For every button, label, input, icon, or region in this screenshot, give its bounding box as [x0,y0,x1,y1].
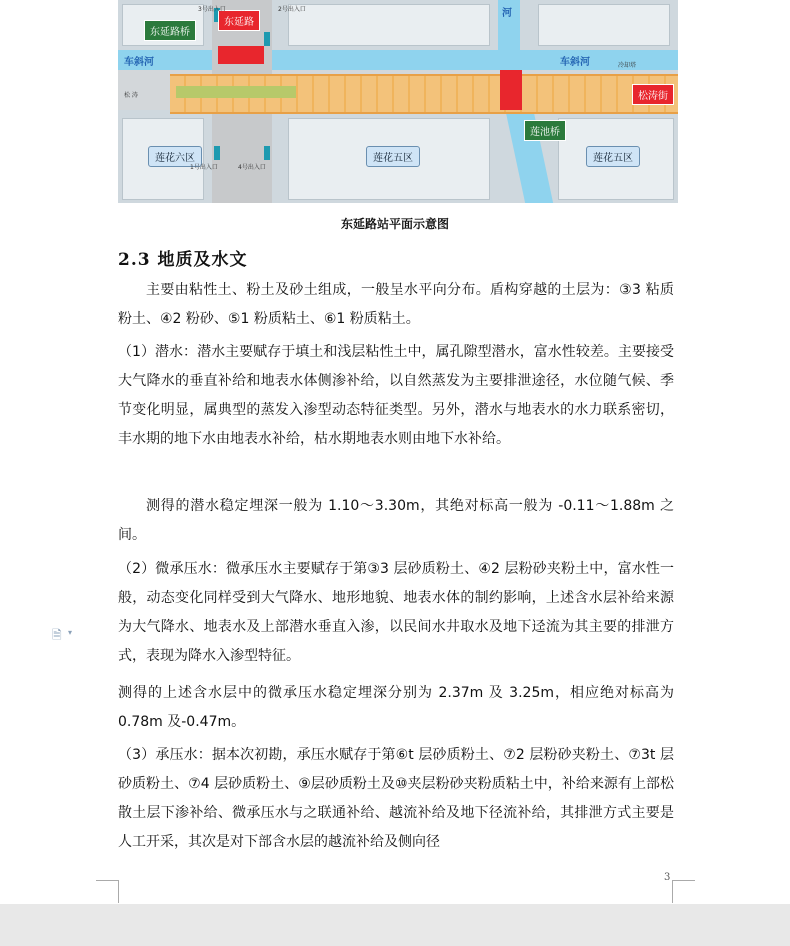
document-icon[interactable]: 🗎 [52,628,62,642]
building-block [538,4,670,46]
paragraph-soil-layers: 主要由粘性土、粉土及砂土组成，一般呈水平向分布。盾构穿越的土层为：③3 粘质粉土、④2 粉砂、⑤1 粉质粘土、⑥1 粉质粘土。 [118,282,674,327]
window-background [0,904,790,946]
label-exit-4: 4号出入口 [238,164,266,171]
section-heading: 2.3 地质及水文 [118,250,248,270]
paragraph-phreatic-depth: 测得的潜水稳定埋深一般为 1.10～3.30m，其绝对标高一般为 -0.11～1.88m 之间。 [118,498,674,543]
label-lianchi-bridge: 莲池桥 [524,120,566,141]
exit-marker [214,146,220,160]
label-district-5b: 莲花五区 [586,146,640,167]
label-songtao-street: 松涛街 [632,84,674,105]
label-district-6: 莲花六区 [148,146,202,167]
label-river-top: 河 [502,8,512,19]
exit-marker [264,32,270,46]
station-platform [176,86,296,98]
chevron-down-icon[interactable]: ▾ [68,628,73,637]
station-plan-map [118,0,678,203]
label-songtao-small: 松 涛 [124,92,138,99]
dongyan-bridge-marker [218,46,264,64]
label-cheshe-river-right: 车斜河 [560,57,590,68]
label-exit-2: 2号出入口 [278,6,306,13]
label-exit-1: 1号出入口 [190,164,218,171]
lianchi-bridge-marker [500,70,522,110]
page-number: 3 [664,872,671,883]
figure-caption: 东延路站平面示意图 [340,217,449,231]
cheshe-river [118,50,678,70]
label-district-5a: 莲花五区 [366,146,420,167]
label-dongyan-bridge: 东延路桥 [144,20,196,41]
label-cooling-tower: 冷却塔 [618,62,637,69]
exit-marker [264,146,270,160]
label-cheshe-river-left: 车斜河 [124,57,154,68]
paragraph-micro-confined-water: （2）微承压水：微承压水主要赋存于第③3 层砂质粉土、④2 层粉砂夹粉土中，富水性一般，动态变化同样受到大气降水、地形地貌、地表水体的制约影响，上述含水层补给来源为大气降水、地表水及上部潜水垂直入渗，以民间水井取水及地下迳流为其主要的排泄方式，表现为降水入渗型特征。 [118,561,674,664]
page-corner-mark [96,880,119,903]
paragraph-phreatic-water: （1）潜水：潜水主要赋存于填土和浅层粘性土中，属孔隙型潜水，富水性较差。主要接受大气降水的垂直补给和地表水体侧渗补给，以自然蒸发为主要排泄途径，水位随气候、季节变化明显，属典型的蒸发入渗型动态特征类型。另外，潜水与地表水的水力联系密切，丰水期的地下水由地表水补给，枯水期地表水则由地下水补给。 [118,344,674,447]
page-corner-mark [672,880,695,903]
paragraph-micro-confined-depth: 测得的上述含水层中的微承压水稳定埋深分别为 2.37m 及 3.25m，相应绝对标高为 0.78m 及-0.47m。 [118,685,674,730]
paragraph-confined-water: （3）承压水：据本次初勘，承压水赋存于第⑥t 层砂质粉土、⑦2 层粉砂夹粉土、⑦3t 层砂质粉土、⑦4 层砂质粉土、⑨层砂质粉土及⑩夹层粉砂夹粉质粘土中，补给来源有上部松散土层下渗补给、微承压水与之联通补给、越流补给及地下径流补给，其排泄方式主要是人工开采，其次是对下部含水层的越流补给及侧向径 [118,747,674,850]
building-block [288,4,490,46]
label-dongyan-road: 东延路 [218,10,260,31]
label-exit-3: 3号出入口 [198,6,226,13]
